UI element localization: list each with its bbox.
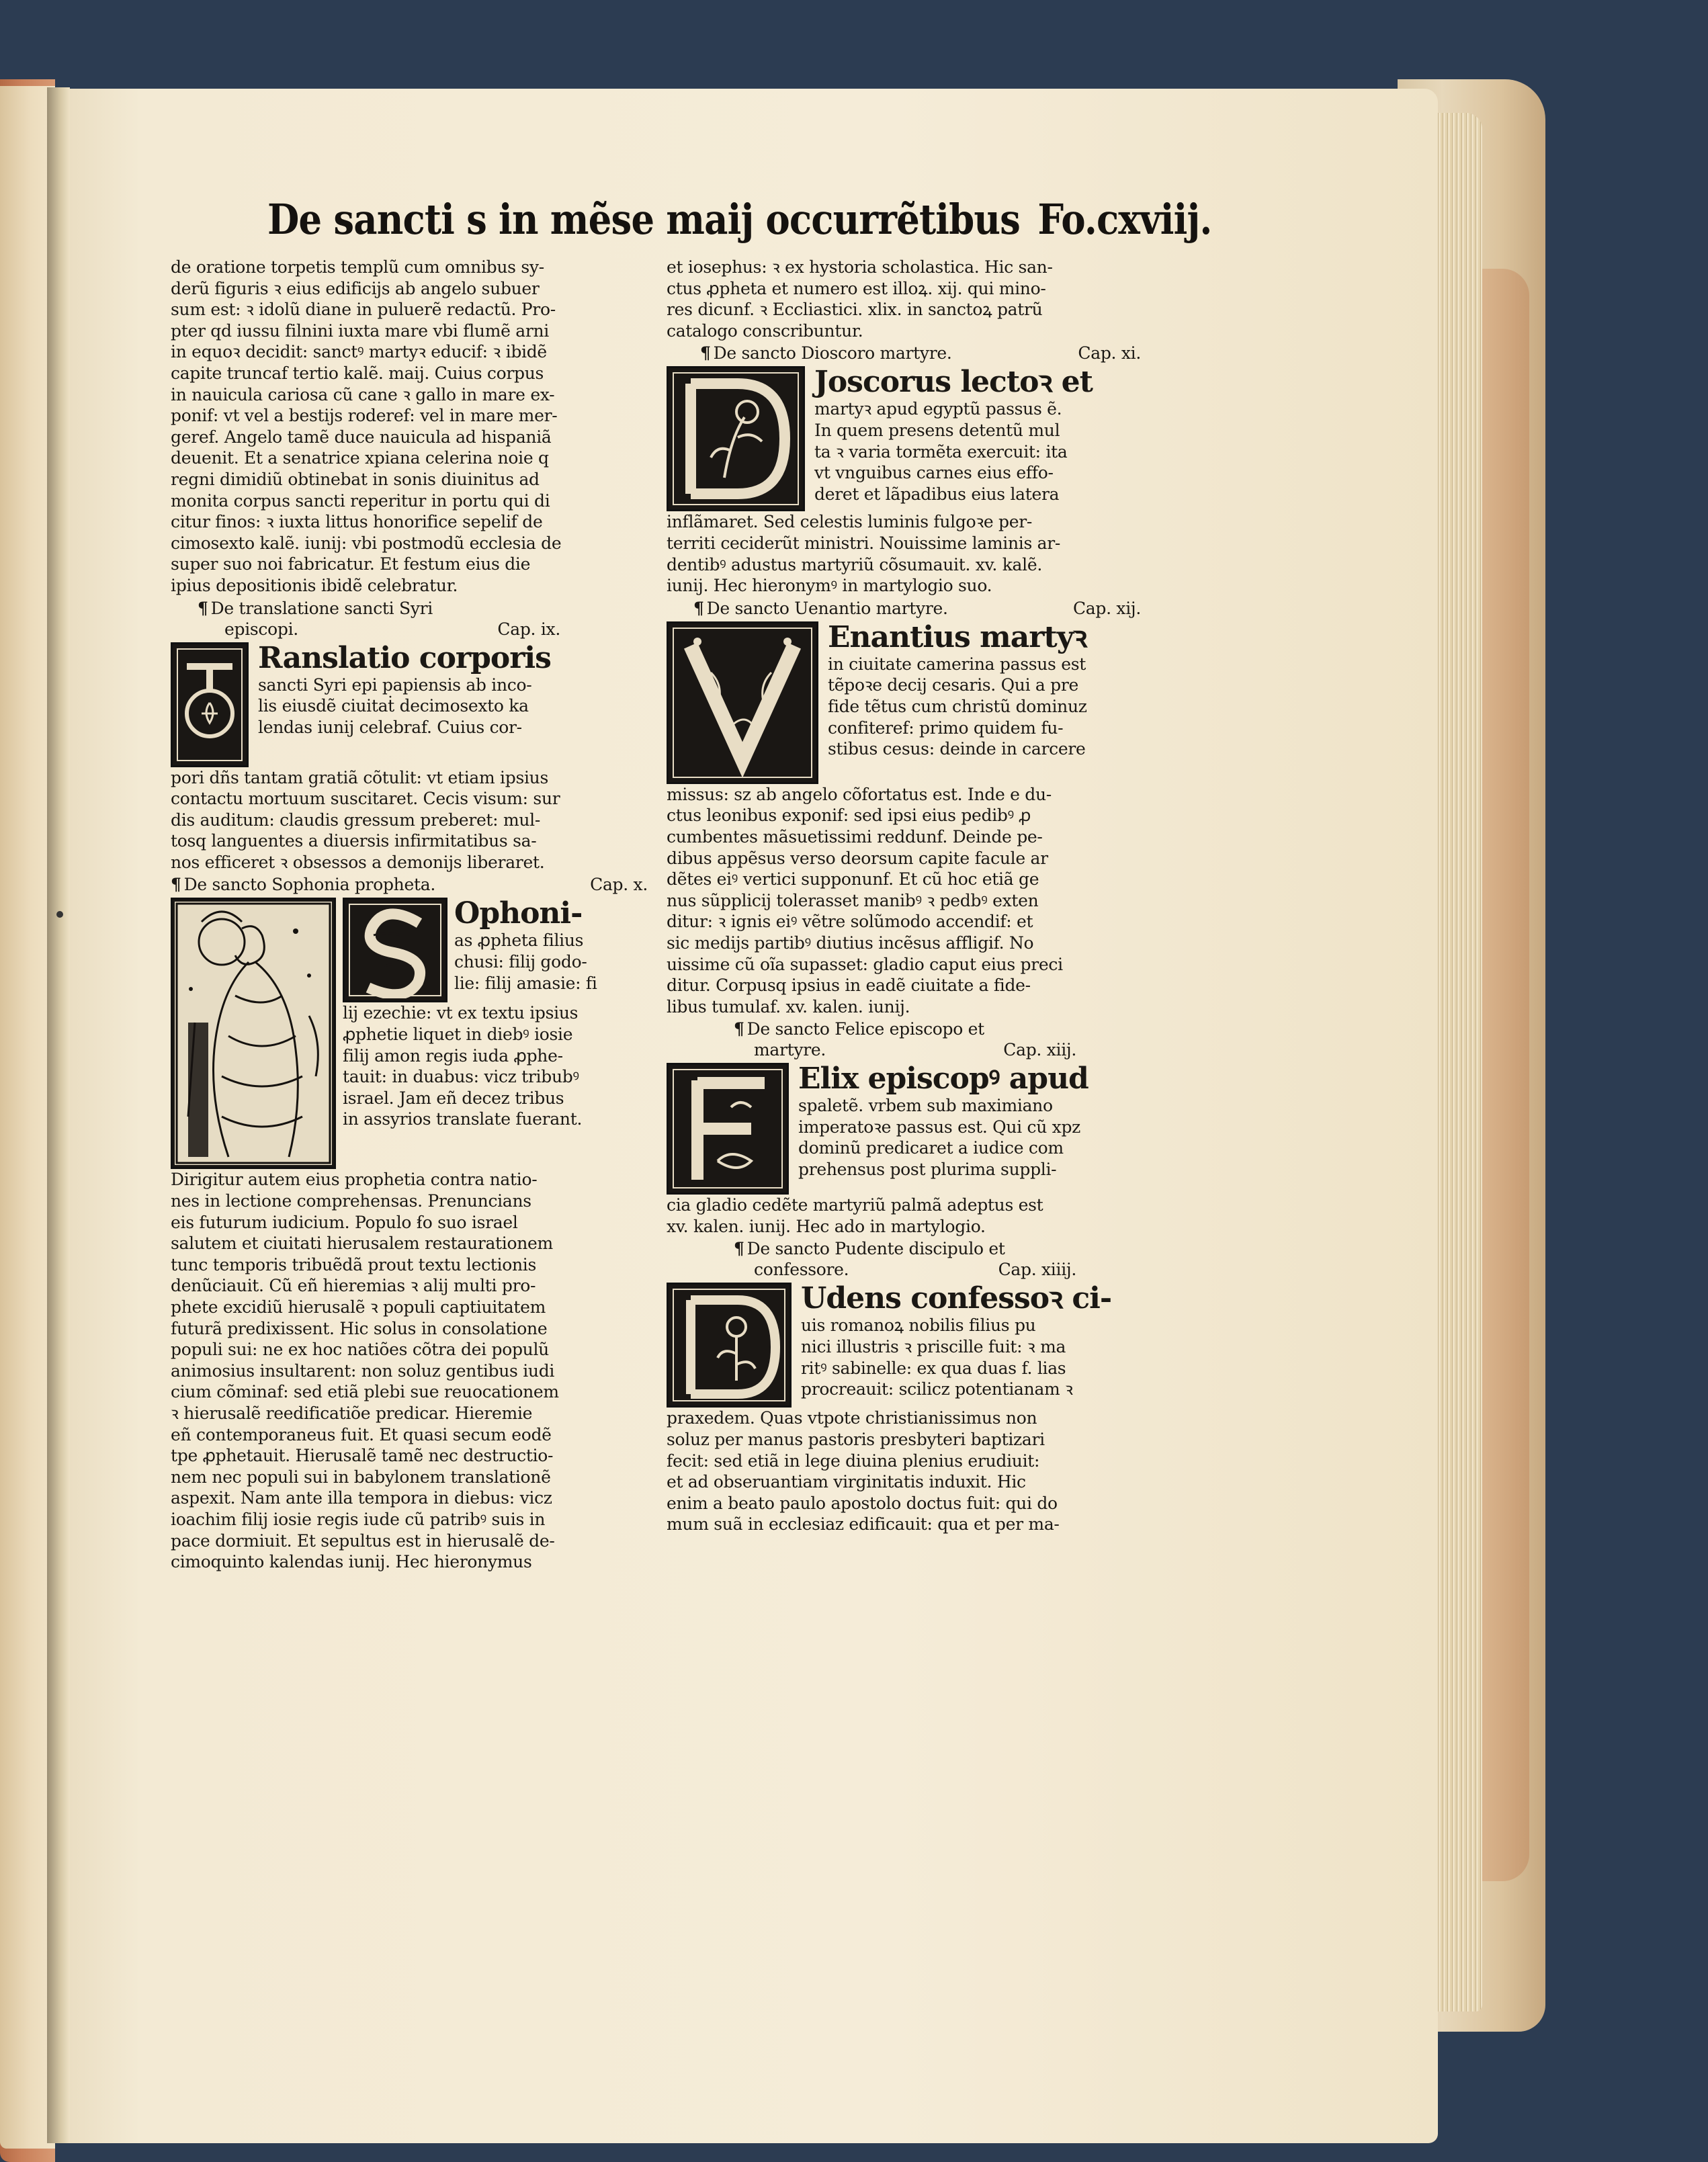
folio-number: Fo.cxviij. [1037,195,1212,244]
text-line: monita corpus sancti reperitur in portu qui di [171,490,550,511]
text-line: lis eiusdẽ ciuitaṫ decimosexto ka [258,696,529,716]
rubric-title: De sancto Uenantio martyre. [706,598,948,618]
chapter-number: Cap. xiiij. [998,1260,1076,1280]
text-line: phete excidiũ hierusalẽ ꝛ populi captiuitatem [171,1297,546,1317]
woodcut-initial-p [667,1283,792,1408]
text-line: ꝓphetie liquet in diebꝰ iosie [343,1025,573,1045]
right-column [667,257,1161,1535]
text-line: prehensus post plurima suppli- [798,1160,1057,1180]
text-line: ritꝰ sabinelle: ex qua duas f. lias [801,1358,1066,1378]
chapter-rubric [667,1238,1161,1280]
text-line: tosq languentes a diuersis infirmitatibus sa- [171,831,537,851]
rubric-title: De sancto Sophonia propheta. [183,875,435,895]
section-sophonia [171,898,668,1169]
text-line: in nauicula cariosa cũ cane ꝛ gallo in mare ex- [171,384,555,404]
section-text [798,1063,1161,1180]
beside-lines [454,898,597,994]
text-line: dominũ predicaret a iudice com [798,1138,1064,1158]
text-line: ditur: ꝛ ignis eiꝰ vẽtre solũmodo accendif: et [667,912,1033,932]
chapter-rubric [667,1019,1161,1060]
opening-word: Ranslatio corporis [258,640,551,675]
text-line: super suo noi fabricatur. Et festum eius die [171,554,531,574]
text-line: ioachim filij iosie regis iude cũ patribꝰ suis in [171,1509,546,1529]
text-line: ponif: vt vel a bestijs roderef: vel in mare mer- [171,406,558,426]
text-line: uissime cũ oĩa supasset: gladio caput eius preci [667,954,1063,974]
text-line: ditur. Corpusq ipsius in eadẽ ciuitate a fide- [667,976,1031,996]
section-text [814,366,1161,505]
text-line: cimosexto kalẽ. iunij: vbi postmodũ ecclesia de [171,533,562,553]
leaf-ornament-icon [671,1067,785,1191]
text-line: aspexit. Nam ante illa tempora in diebus: vicz [171,1488,552,1508]
text-line: eñ contemporaneus fuit. Et quasi secum eodẽ [171,1424,552,1444]
initial-row [343,898,668,1002]
text-line: contactu mortuum suscitaret. Cecis visum: sur [171,789,560,809]
text-line: nos efficeret ꝛ obsessos a demonijs liberaret. [171,852,545,872]
text-line: cium cõminaf: sed etiã plebi sue reuocationem [171,1382,559,1402]
text-line: tpe ꝓphetauit. Hierusalẽ tamẽ nec destructio- [171,1446,554,1466]
text-line: Dirigitur autem eius prophetia contra natio- [171,1170,538,1190]
chapter-number: Cap. x. [590,875,648,895]
text-line: israel. Jam eñ decez tribus [343,1088,564,1108]
text-line: martyꝛ apud egyptũ passus ẽ. [814,399,1062,419]
text-line: tauit: in duabus: vicz tribubꝰ [343,1067,579,1087]
text-line: et iosephus: ꝛ ex hystoria scholastica. Hic san- [667,257,1053,277]
text-line: praxedem. Quas vtpote christianissimus non [667,1408,1037,1428]
text-line: nes in lectione comprehensas. Prenuncians [171,1191,531,1211]
text-line: capite truncaf tertio kalẽ. maij. Cuius corpus [171,363,544,383]
text-line: In quem presens detentũ mul [814,420,1060,440]
opening-word: Joscorus lectoꝛ et [814,365,1093,400]
text-line: iunij. Hec hieronymꝰ in martylogio suo. [667,576,992,596]
text-line: confiteref: primo quidem fu- [828,718,1064,738]
section-text [258,642,668,738]
text-line: sum est: ꝛ idolũ diane in puluerẽ redactũ. Pro- [171,300,556,320]
text-line: fide tẽtus cum christũ dominuz [828,696,1087,716]
rubric-title: De sancto Dioscoro martyre. [713,343,952,363]
binding-mark [56,911,63,918]
text-line: sic medijs partibꝰ diutius incẽsus affligif. No [667,933,1034,953]
chapter-rubric [667,598,1161,619]
text-line: nem nec populi sui in babylonem translationẽ [171,1467,551,1487]
text-line: dentibꝰ adustus martyriũ cõsumauit. xv. kalẽ. [667,554,1043,574]
section-translatio [171,642,668,767]
text-line: ctus leonibus exponif: sed ipsi eius pedibꝰ ꝓ [667,806,1031,826]
text-line: futurã predixissent. Hic solus in consolatione [171,1318,548,1338]
running-title: De sancti s in mẽse maij occurrẽtibus [267,195,1021,244]
section-felix [667,1063,1161,1195]
text-line: uis romanoꝝ nobilis filius pu [801,1315,1036,1336]
text-line: stibus cesus: deinde in carcere [828,739,1086,759]
text-line: deret et lãpadibus eius latera [814,484,1060,504]
paragraph-mark-icon: ¶ [693,598,704,618]
text-line: dẽtes eiꝰ vertici supponunf. Et cũ hoc etiã ge [667,869,1039,890]
rubric-title: De sancto Felice episcopo et [746,1019,984,1039]
text-line: tẽpoꝛe decij cesaris. Qui a pre [828,675,1079,695]
text-line: ꝛ hierusalẽ reedificatiõe predicar. Hieremie [171,1403,533,1423]
woodcut-initial-v [667,621,818,784]
prophet-woodcut [171,898,336,1169]
text-line: in ciuitate camerina passus est [828,654,1086,674]
text-line: citur finos: ꝛ iuxta littus honorifice sepelif de [171,512,543,532]
text-line: as ꝓpheta filius [454,931,584,951]
flower-ornament-icon [671,1287,787,1403]
paragraph-mark-icon: ¶ [734,1239,744,1259]
section-venantius [667,621,1161,784]
text-line: pori dñs tantam gratiã cõtulit: vt etiam ipsius [171,767,549,787]
text-line: in assyrios translate fuerant. [343,1109,583,1129]
running-head [267,189,1212,250]
text-line: populi sui: ne ex hoc natiões cõtra dei populũ [171,1340,549,1360]
rubric-title-cont: confessore. [754,1260,849,1280]
chapter-number: Cap. ix. [497,619,560,639]
text-line: libus tumulaf. xv. kalen. iunij. [667,996,910,1017]
section-pudens [667,1283,1161,1408]
text-line: enim a beato paulo apostolo doctus fuit: qui do [667,1493,1058,1513]
leaf-ornament-icon [347,902,443,998]
text-line: nus sũpplicij tolerasset manibꝰ ꝛ pedbꝰ exten [667,890,1039,910]
chapter-rubric [667,343,1161,363]
text-line: cumbentes mãsuetissimi reddunf. Deinde pe- [667,826,1043,847]
text-line: lie: filij amasie: fi [454,973,597,993]
text-line: de oratione torpetis templũ cum omnibus sy- [171,257,544,277]
text-line: filij amon regis iuda ꝓphe- [343,1045,563,1066]
text-line: procreauit: scilicz potentianam ꝛ [801,1379,1073,1399]
paragraph-mark-icon: ¶ [171,875,181,895]
text-line: animosius insultarent: non soluz gentibus iudi [171,1360,555,1381]
paragraph-mark-icon: ¶ [198,598,208,618]
text-line: cimoquinto kalendas iunij. Hec hieronymus [171,1552,532,1572]
section-text [343,898,668,1130]
text-line: nici illustris ꝛ priscille fuit: ꝛ ma [801,1337,1066,1357]
chapter-rubric [171,598,668,640]
text-line: denũciauit. Cũ eñ hieremias ꝛ alij multi pro- [171,1276,536,1296]
text-line: lendas iunij celebraf. Cuius cor- [258,717,522,737]
text-line: geref. Angelo tamẽ duce nauicula ad hispaniã [171,427,552,447]
text-line: fecit: sed etiã in lege diuina plenius erudiuit: [667,1451,1040,1471]
text-line: xv. kalen. iunij. Hec ado in martylogio. [667,1216,986,1236]
prophet-figure-icon [175,902,332,1165]
text-line: pter qd iussu filnini iuxta mare vbi flumẽ arni [171,320,550,341]
text-line: sancti Syri epi papiensis ab inco- [258,675,532,695]
text-line: regni dimidiũ obtinebat in sonis diuinitus ad [171,469,540,489]
opening-word: Elix episcopꝰ apud [798,1062,1088,1096]
woodcut-initial-d [667,366,805,511]
chapter-number: Cap. xiij. [1003,1040,1076,1060]
text-line: et ad obseruantiam virginitatis induxit. Hic [667,1472,1026,1492]
text-line: imperatoꝛe passus est. Qui cũ xpz [798,1117,1081,1137]
paragraph-mark-icon: ¶ [734,1019,744,1039]
foliage-ornament-icon [671,625,814,780]
opening-word: Udens confessoꝛ ci- [801,1281,1112,1316]
text-line: ipius depositionis ibidẽ celebratur. [171,575,458,595]
chapter-number: Cap. xij. [1072,598,1141,618]
text-line: inflãmaret. Sed celestis luminis fulgoꝛe per- [667,512,1033,532]
text-line: soluz per manus pastoris presbyteri baptizari [667,1430,1045,1450]
woodcut-initial-f [667,1063,789,1195]
text-line: vt vnguibus carnes eius effo- [814,463,1054,483]
opening-word: Enantius martyꝛ [828,619,1087,654]
rubric-title: De translatione sancti Syri [210,598,433,618]
paragraph-mark-icon: ¶ [700,343,711,363]
chapter-rubric [171,874,668,895]
text-line: dibus appẽsus verso deorsum capite facule ar [667,848,1048,868]
left-column [171,257,668,1573]
text-line: res dicunf. ꝛ Eccliastici. xlix. in sanctoꝝ patrũ [667,300,1043,320]
text-line: territi ceciderũt ministri. Nouissime laminis ar- [667,533,1061,553]
woodcut-initial-t [171,642,249,767]
text-line: lij ezechie: vt ex textu ipsius [343,1003,579,1023]
section-text [828,621,1161,760]
text-line: eis futurum iudicium. Populo ẜo suo israel [171,1212,518,1232]
rubric-title-cont: episcopi. [224,619,298,639]
woodcut-initial-s [343,898,447,1002]
text-line: ta ꝛ varia tormẽta exercuit: ita [814,441,1068,462]
text-line: pace dormiuit. Et sepultus est in hierusalẽ de- [171,1530,555,1551]
text-line: salutem et ciuitati hierusalem restaurationem [171,1234,553,1254]
section-text [801,1283,1161,1399]
rubric-title-cont: martyre. [754,1040,826,1060]
section-dioscorus [667,366,1161,511]
text-line: deuenit. Et a senatrice xpiana celerina noie q [171,448,549,468]
text-line: in equoꝛ decidit: sanctꝰ martyꝛ educif: ꝛ ibidẽ [171,342,547,362]
text-line: mum suã in ecclesiaz edificauit: qua et per ma- [667,1514,1060,1534]
text-line: missus: sz ab angelo cõfortatus est. Inde e du- [667,784,1052,804]
text-line: catalogo conscribuntur. [667,320,863,341]
text-line: spaletẽ. vrbem sub maximiano [798,1096,1053,1116]
text-line: chusi: filij godo- [454,952,587,972]
opening-word: Ophoni- [454,896,583,931]
chapter-number: Cap. xi. [1078,343,1141,363]
text-line: tunc temporis tribuẽdã prout textu lectionis [171,1254,537,1274]
text-line: ctus ꝓpheta et numero est illoꝝ. xij. qui mino- [667,278,1046,298]
thistle-ornament-icon [671,370,801,507]
floral-ornament-icon [175,646,245,763]
text-line: dis auditum: claudis gressum preberet: mul- [171,810,541,830]
text-line: cia gladio cedẽte martyriũ palmã adeptus est [667,1195,1043,1215]
rubric-title: De sancto Pudente discipulo et [746,1239,1005,1259]
text-line: derũ figuris ꝛ eius edificijs ab angelo subuer [171,278,540,298]
